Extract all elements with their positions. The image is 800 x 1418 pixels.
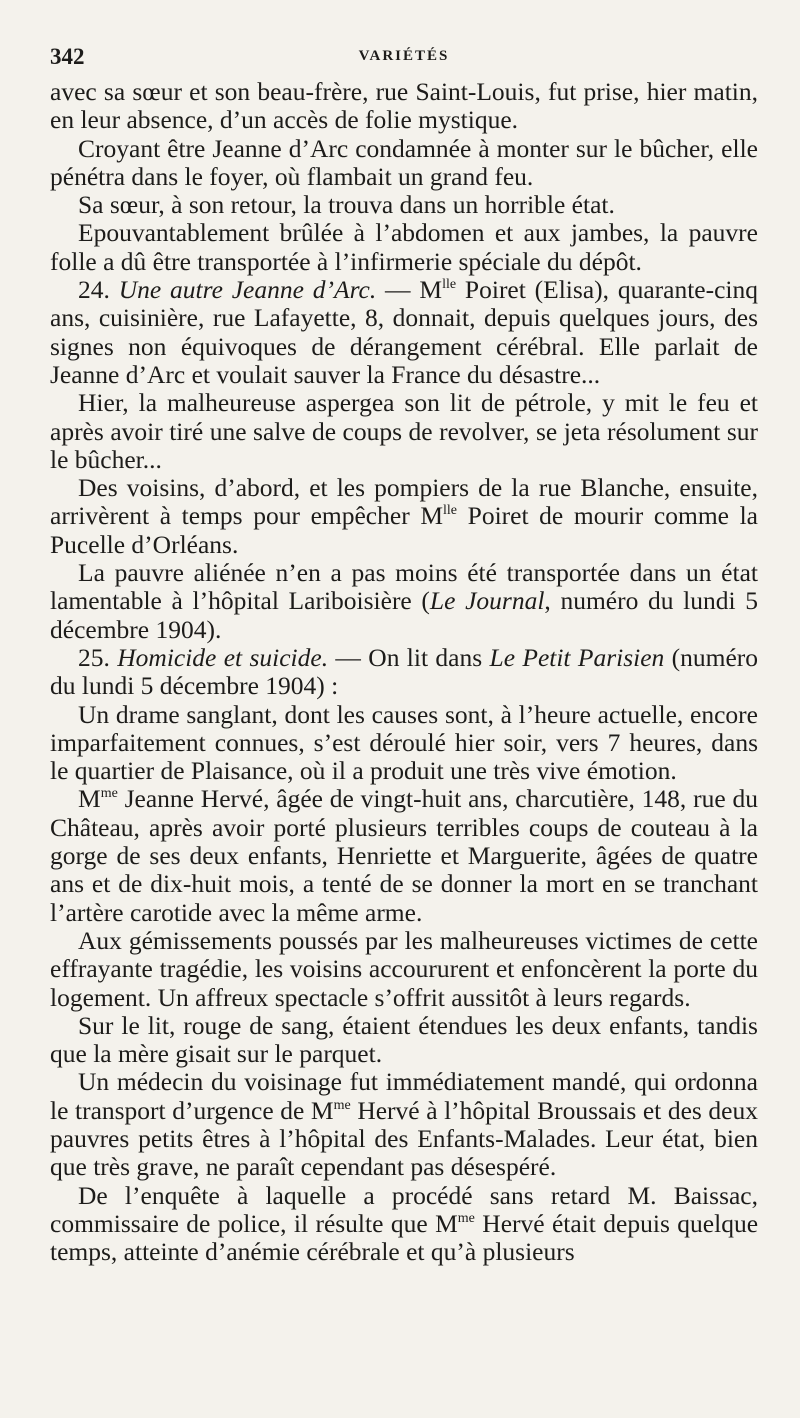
page-header	[50, 38, 758, 78]
section-title: Une autre Jeanne d’Arc.	[118, 275, 377, 305]
paragraph: Aux gémissements poussés par les malheureuses victimes de cette effrayante tragédie, les voisins accoururent et enfoncèrent la porte du logement. Un affreux spectacle s’offrit aussitôt à leurs regards.	[50, 925, 758, 1012]
paragraph: avec sa sœur et son beau-frère, rue Saint-Louis, fut prise, hier matin, en leur absence, d’un accès de folie mystique.	[50, 77, 758, 135]
paragraph: Un drame sanglant, dont les causes sont, à l’heure actuelle, encore imparfaitement connues, s’est déroulé hier soir, vers 7 heures, dans le quartier de Plaisance, où il a produit une très vive émotion.	[50, 699, 758, 786]
paragraph: Croyant être Jeanne d’Arc condamnée à monter sur le bûcher, elle pénétra dans le foyer, où flambait un grand feu.	[50, 133, 758, 191]
paragraph: Sa sœur, à son retour, la trouva dans un horrible état.	[78, 190, 615, 220]
source-title: Le Journal	[429, 586, 545, 616]
source-title: Le Petit Parisien	[489, 642, 665, 672]
body-text	[50, 78, 758, 1266]
section-24: 24. Une autre Jeanne d’Arc. — $M^{lle}$ Poiret (Elisa), quarante-cinq ans, cuisinière, rue Lafayette, 8, donnait, depuis quelques jours, des signes non équivoques de dérangement cérébral. Elle parlait de Jeanne d’Arc et voulait sauver la France du désastre...	[50, 275, 759, 389]
running-head: VARIÉTÉS	[358, 48, 450, 64]
paragraph: De l’enquête à laquelle a procédé sans retard M. Baissac, commissaire de police, il résulte que $M^{me}$ Hervé était depuis quelque temps, atteinte d’anémie cérébrale et qu’à plusieurs	[50, 1180, 759, 1267]
section-number: 25.	[78, 642, 110, 672]
paragraph: $M^{me}$ Jeanne Hervé, âgée de vingt-huit ans, charcutière, 148, rue du Château, après avoir porté plusieurs terribles coups de couteau à la gorge de ses deux enfants, Henriette et Marguerite, âgées de quatre ans et de dix-huit mois, a tenté de se donner la mort en se tranchant l’artère carotide avec la même arme.	[50, 784, 758, 927]
paragraph: Sur le lit, rouge de sang, étaient étendues les deux enfants, tandis que la mère gisait sur le parquet.	[50, 1010, 758, 1069]
paragraph: Epouvantablement brûlée à l’abdomen et aux jambes, la pauvre folle a dû être transportée à l’infirmerie spéciale du dépôt.	[50, 218, 758, 276]
section-number: 24.	[78, 275, 110, 305]
paragraph: La pauvre aliénée n’en a pas moins été transportée dans un état lamentable à l’hôpital Lariboisière (Le Journal, numéro du lundi 5 décembre 1904).	[50, 558, 759, 644]
section-title: Homicide et suicide.	[117, 642, 329, 672]
section-25: 25. Homicide et suicide. — On lit dans Le Petit Parisien (numéro du lundi 5 décembre 1904) :	[50, 642, 759, 701]
paragraph: Hier, la malheureuse aspergea son lit de pétrole, y mit le feu et après avoir tiré une salve de coups de revolver, se jeta résolument sur le bûcher...	[50, 388, 758, 474]
paragraph: Un médecin du voisinage fut immédiatement mandé, qui ordonna le transport d’urgence de $M^{me}$ Hervé à l’hôpital Broussais et des deux pauvres petits êtres à l’hôpital des Enfants-Malades. Leur état, bien que très grave, ne paraît cependant pas désespéré.	[50, 1067, 758, 1182]
paragraph: Des voisins, d’abord, et les pompiers de la rue Blanche, ensuite, arrivèrent à temps pour empêcher $M^{lle}$ Poiret de mourir comme la Pucelle d’Orléans.	[50, 473, 759, 559]
page-number: 342	[50, 44, 85, 69]
